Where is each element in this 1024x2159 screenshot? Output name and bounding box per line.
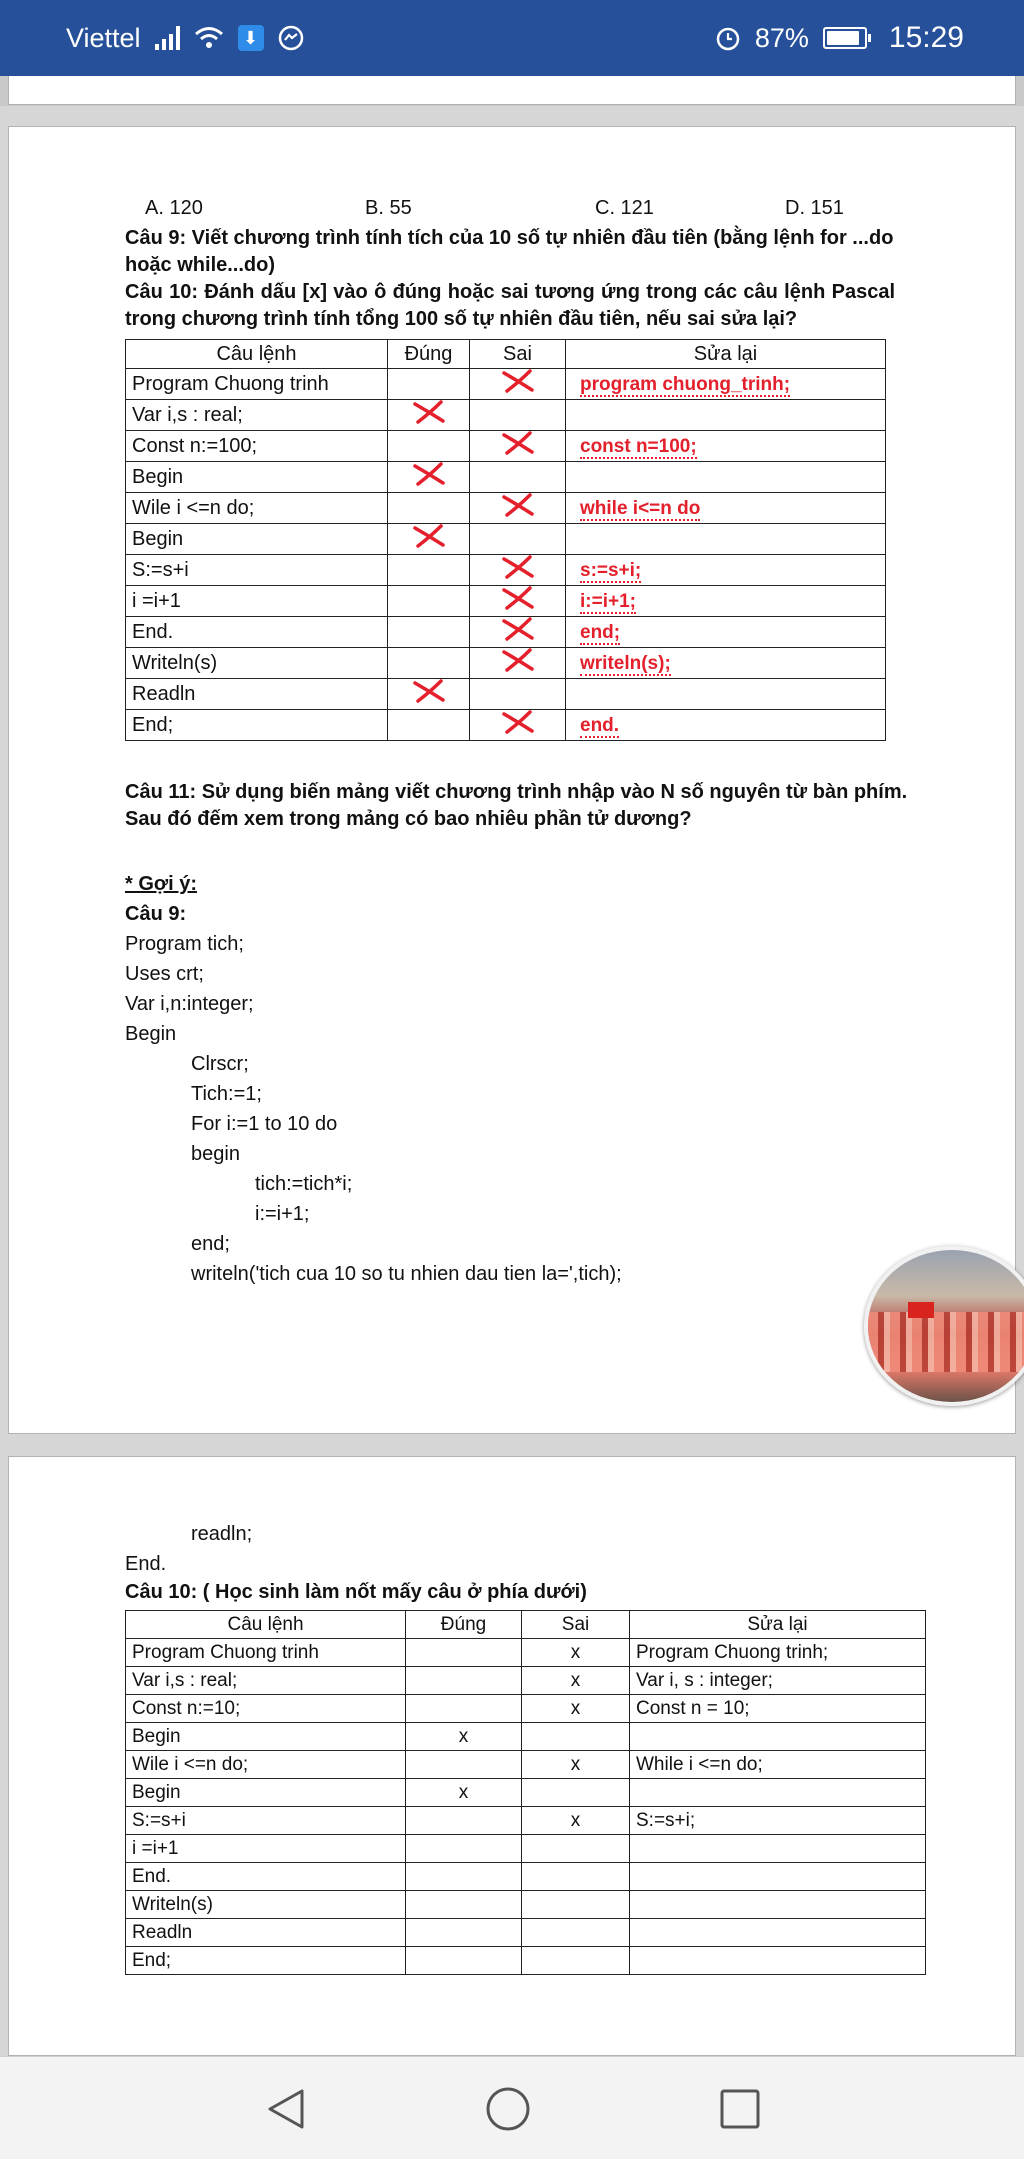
code-line: end; bbox=[191, 1233, 230, 1255]
statement-cell: Readln bbox=[126, 679, 388, 710]
table-row bbox=[126, 1779, 926, 1807]
correct-cell bbox=[406, 1807, 522, 1835]
wrong-cell bbox=[470, 648, 566, 679]
correct-cell bbox=[406, 1695, 522, 1723]
table-row bbox=[126, 710, 886, 741]
header-fix: Sửa lại bbox=[630, 1611, 926, 1639]
correct-cell bbox=[406, 1919, 522, 1947]
statement-cell: Wile i <=n do; bbox=[126, 493, 388, 524]
correct-cell: x bbox=[406, 1779, 522, 1807]
code-line: Program tich; bbox=[125, 933, 244, 955]
red-x-mark-icon bbox=[498, 586, 538, 610]
wrong-cell: x bbox=[522, 1751, 630, 1779]
table-header-row bbox=[126, 340, 886, 369]
wrong-cell bbox=[522, 1919, 630, 1947]
home-icon[interactable] bbox=[484, 2087, 532, 2135]
signal-icon bbox=[155, 26, 180, 50]
code-line: Uses crt; bbox=[125, 963, 204, 985]
fix-cell bbox=[566, 431, 886, 462]
statement-cell: Const n:=100; bbox=[126, 431, 388, 462]
red-x-mark-icon bbox=[409, 679, 449, 703]
statement-cell: i =i+1 bbox=[126, 1835, 406, 1863]
handwritten-fix: while i<=n do bbox=[580, 497, 701, 519]
hint-title: * Gợi ý: bbox=[125, 873, 198, 895]
handwritten-fix: s:=s+i; bbox=[580, 559, 642, 581]
page-1-content bbox=[125, 197, 925, 1289]
statement-cell: Writeln(s) bbox=[126, 1891, 406, 1919]
code-line: tich:=tich*i; bbox=[255, 1173, 353, 1195]
download-icon: ⬇ bbox=[238, 25, 264, 51]
correct-cell bbox=[388, 648, 470, 679]
correct-cell bbox=[388, 586, 470, 617]
wrong-cell bbox=[470, 431, 566, 462]
battery-icon bbox=[823, 27, 867, 49]
wrong-cell bbox=[470, 400, 566, 431]
answer-a: A. 120 bbox=[145, 197, 203, 219]
status-right bbox=[715, 21, 964, 55]
wrong-cell bbox=[470, 586, 566, 617]
header-correct: Đúng bbox=[406, 1611, 522, 1639]
wrong-cell bbox=[470, 462, 566, 493]
page-2-content bbox=[125, 1519, 925, 1975]
answer-d: D. 151 bbox=[785, 197, 844, 219]
wrong-cell bbox=[470, 710, 566, 741]
table-row bbox=[126, 679, 886, 710]
table-row bbox=[126, 555, 886, 586]
wrong-cell bbox=[522, 1947, 630, 1975]
table-row bbox=[126, 1751, 926, 1779]
question-9: Câu 9: Viết chương trình tính tích của 10 số tự nhiên đầu tiên (bằng lệnh for ...do hoặc while...do) bbox=[125, 227, 894, 276]
fix-cell bbox=[566, 400, 886, 431]
fix-cell bbox=[630, 1863, 926, 1891]
code-line: End. bbox=[125, 1553, 167, 1575]
table-row bbox=[126, 431, 886, 462]
fix-cell bbox=[566, 679, 886, 710]
statement-cell: Begin bbox=[126, 524, 388, 555]
fix-cell bbox=[630, 1835, 926, 1863]
statement-cell: Begin bbox=[126, 1723, 406, 1751]
statement-cell: Wile i <=n do; bbox=[126, 1751, 406, 1779]
table-row bbox=[126, 462, 886, 493]
fix-cell bbox=[630, 1779, 926, 1807]
table-row bbox=[126, 1807, 926, 1835]
wrong-cell: x bbox=[522, 1695, 630, 1723]
table-row bbox=[126, 1919, 926, 1947]
statement-cell: End; bbox=[126, 710, 388, 741]
document-page-2 bbox=[8, 1456, 1016, 2056]
table-row bbox=[126, 586, 886, 617]
table-row bbox=[126, 648, 886, 679]
wrong-cell: x bbox=[522, 1639, 630, 1667]
header-statement: Câu lệnh bbox=[126, 1611, 406, 1639]
red-x-mark-icon bbox=[498, 555, 538, 579]
wrong-cell bbox=[470, 617, 566, 648]
correct-cell bbox=[406, 1947, 522, 1975]
table-row bbox=[126, 1835, 926, 1863]
fix-cell bbox=[630, 1919, 926, 1947]
table-row bbox=[126, 1639, 926, 1667]
fix-cell bbox=[566, 555, 886, 586]
status-left bbox=[66, 23, 304, 54]
navigation-bar bbox=[0, 2056, 1024, 2159]
table-row bbox=[126, 1723, 926, 1751]
fix-cell bbox=[630, 1947, 926, 1975]
question-11: Câu 11: Sử dụng biến mảng viết chương trình nhập vào N số nguyên từ bàn phím. Sau đó đếm xem trong mảng có bao nhiêu phần tử dương? bbox=[125, 781, 908, 830]
correct-cell bbox=[406, 1891, 522, 1919]
table-row bbox=[126, 1667, 926, 1695]
carrier-name: Viettel bbox=[66, 22, 141, 53]
answer-table-typed bbox=[125, 1610, 926, 1975]
header-fix: Sửa lại bbox=[566, 340, 886, 369]
question-10-page2: Câu 10: ( Học sinh làm nốt mấy câu ở phía dưới) bbox=[125, 1581, 587, 1603]
code-line: For i:=1 to 10 do bbox=[191, 1113, 338, 1135]
answer-options bbox=[145, 197, 925, 225]
correct-cell bbox=[406, 1667, 522, 1695]
messenger-icon bbox=[278, 25, 304, 51]
statement-cell: Var i,s : real; bbox=[126, 400, 388, 431]
table-row bbox=[126, 1891, 926, 1919]
code-line: Clrscr; bbox=[191, 1053, 249, 1075]
table-row bbox=[126, 1695, 926, 1723]
table-row bbox=[126, 493, 886, 524]
recent-apps-icon[interactable] bbox=[718, 2087, 762, 2131]
wrong-cell: x bbox=[522, 1667, 630, 1695]
fix-cell: While i <=n do; bbox=[630, 1751, 926, 1779]
statement-cell: S:=s+i bbox=[126, 555, 388, 586]
header-correct: Đúng bbox=[388, 340, 470, 369]
answer-c: C. 121 bbox=[595, 197, 654, 219]
table-row bbox=[126, 400, 886, 431]
code-line: Begin bbox=[125, 1023, 177, 1045]
back-icon[interactable] bbox=[264, 2087, 308, 2131]
clock: 15:29 bbox=[888, 21, 964, 54]
wrong-cell bbox=[470, 524, 566, 555]
wrong-cell bbox=[470, 493, 566, 524]
fix-cell: Program Chuong trinh; bbox=[630, 1639, 926, 1667]
statement-cell: End. bbox=[126, 1863, 406, 1891]
correct-cell bbox=[406, 1863, 522, 1891]
statement-cell: Var i,s : real; bbox=[126, 1667, 406, 1695]
statement-cell: Writeln(s) bbox=[126, 648, 388, 679]
code-line: begin bbox=[191, 1143, 240, 1165]
code-line: readln; bbox=[191, 1523, 253, 1545]
fix-cell bbox=[566, 493, 886, 524]
statement-cell: Program Chuong trinh bbox=[126, 369, 388, 400]
wrong-cell bbox=[522, 1835, 630, 1863]
correct-cell bbox=[388, 462, 470, 493]
answer-table-handwritten bbox=[125, 339, 886, 741]
wrong-cell bbox=[522, 1779, 630, 1807]
table-header-row bbox=[126, 1611, 926, 1639]
hint-section bbox=[125, 869, 925, 1289]
fix-cell bbox=[630, 1723, 926, 1751]
fix-cell bbox=[566, 710, 886, 741]
statement-cell: Begin bbox=[126, 462, 388, 493]
fix-cell: S:=s+i; bbox=[630, 1807, 926, 1835]
table-row bbox=[126, 617, 886, 648]
header-wrong: Sai bbox=[470, 340, 566, 369]
code-line: writeln('tich cua 10 so tu nhien dau tien la=',tich); bbox=[191, 1263, 622, 1285]
previous-page-edge bbox=[0, 76, 1024, 106]
statement-cell: Readln bbox=[126, 1919, 406, 1947]
red-x-mark-icon bbox=[409, 400, 449, 424]
fix-cell: Var i, s : integer; bbox=[630, 1667, 926, 1695]
wrong-cell bbox=[470, 679, 566, 710]
wrong-cell bbox=[522, 1891, 630, 1919]
table-row bbox=[126, 369, 886, 400]
header-statement: Câu lệnh bbox=[126, 340, 388, 369]
header-wrong: Sai bbox=[522, 1611, 630, 1639]
wrong-cell: x bbox=[522, 1807, 630, 1835]
handwritten-fix: writeln(s); bbox=[580, 652, 671, 674]
correct-cell bbox=[388, 524, 470, 555]
statement-cell: Begin bbox=[126, 1779, 406, 1807]
handwritten-fix: i:=i+1; bbox=[580, 590, 636, 612]
answer-b: B. 55 bbox=[365, 197, 412, 219]
table-row bbox=[126, 1947, 926, 1975]
correct-cell: x bbox=[406, 1723, 522, 1751]
red-x-mark-icon bbox=[498, 648, 538, 672]
table-row bbox=[126, 524, 886, 555]
fix-cell bbox=[566, 617, 886, 648]
handwritten-fix: const n=100; bbox=[580, 435, 697, 457]
red-x-mark-icon bbox=[498, 493, 538, 517]
wrong-cell bbox=[522, 1723, 630, 1751]
correct-cell bbox=[388, 431, 470, 462]
handwritten-fix: end; bbox=[580, 621, 621, 643]
statement-cell: i =i+1 bbox=[126, 586, 388, 617]
status-bar bbox=[0, 0, 1024, 76]
statement-cell: End; bbox=[126, 1947, 406, 1975]
fix-cell bbox=[566, 462, 886, 493]
code-line: Var i,n:integer; bbox=[125, 993, 254, 1015]
document-page-1 bbox=[8, 126, 1016, 1434]
statement-cell: Program Chuong trinh bbox=[126, 1639, 406, 1667]
red-x-mark-icon bbox=[498, 710, 538, 734]
handwritten-fix: program chuong_trinh; bbox=[580, 373, 791, 395]
statement-cell: End. bbox=[126, 617, 388, 648]
red-x-mark-icon bbox=[498, 369, 538, 393]
code-line: Tich:=1; bbox=[191, 1083, 262, 1105]
correct-cell bbox=[406, 1751, 522, 1779]
correct-cell bbox=[388, 555, 470, 586]
red-x-mark-icon bbox=[409, 462, 449, 486]
wifi-icon bbox=[194, 25, 224, 51]
battery-percent: 87% bbox=[754, 22, 809, 53]
fix-cell bbox=[630, 1891, 926, 1919]
correct-cell bbox=[388, 400, 470, 431]
fix-cell bbox=[566, 524, 886, 555]
statement-cell: Const n:=10; bbox=[126, 1695, 406, 1723]
correct-cell bbox=[406, 1835, 522, 1863]
correct-cell bbox=[388, 493, 470, 524]
correct-cell bbox=[388, 710, 470, 741]
fix-cell bbox=[566, 586, 886, 617]
table-row bbox=[126, 1863, 926, 1891]
correct-cell bbox=[388, 617, 470, 648]
wrong-cell bbox=[470, 369, 566, 400]
code-line: i:=i+1; bbox=[255, 1203, 310, 1225]
wrong-cell bbox=[470, 555, 566, 586]
fix-cell bbox=[566, 648, 886, 679]
statement-cell: S:=s+i bbox=[126, 1807, 406, 1835]
red-x-mark-icon bbox=[409, 524, 449, 548]
correct-cell bbox=[388, 369, 470, 400]
alarm-icon bbox=[715, 25, 741, 51]
correct-cell bbox=[406, 1639, 522, 1667]
wrong-cell bbox=[522, 1863, 630, 1891]
correct-cell bbox=[388, 679, 470, 710]
fix-cell: Const n = 10; bbox=[630, 1695, 926, 1723]
red-x-mark-icon bbox=[498, 431, 538, 455]
question-10: Câu 10: Đánh dấu [x] vào ô đúng hoặc sai tương ứng trong các câu lệnh Pascal trong chương trình tính tổng 100 số tự nhiên đầu tiên, nếu sai sửa lại? bbox=[125, 281, 895, 330]
fix-cell bbox=[566, 369, 886, 400]
red-x-mark-icon bbox=[498, 617, 538, 641]
handwritten-fix: end. bbox=[580, 714, 620, 736]
hint-q9-label: Câu 9: bbox=[125, 903, 187, 925]
